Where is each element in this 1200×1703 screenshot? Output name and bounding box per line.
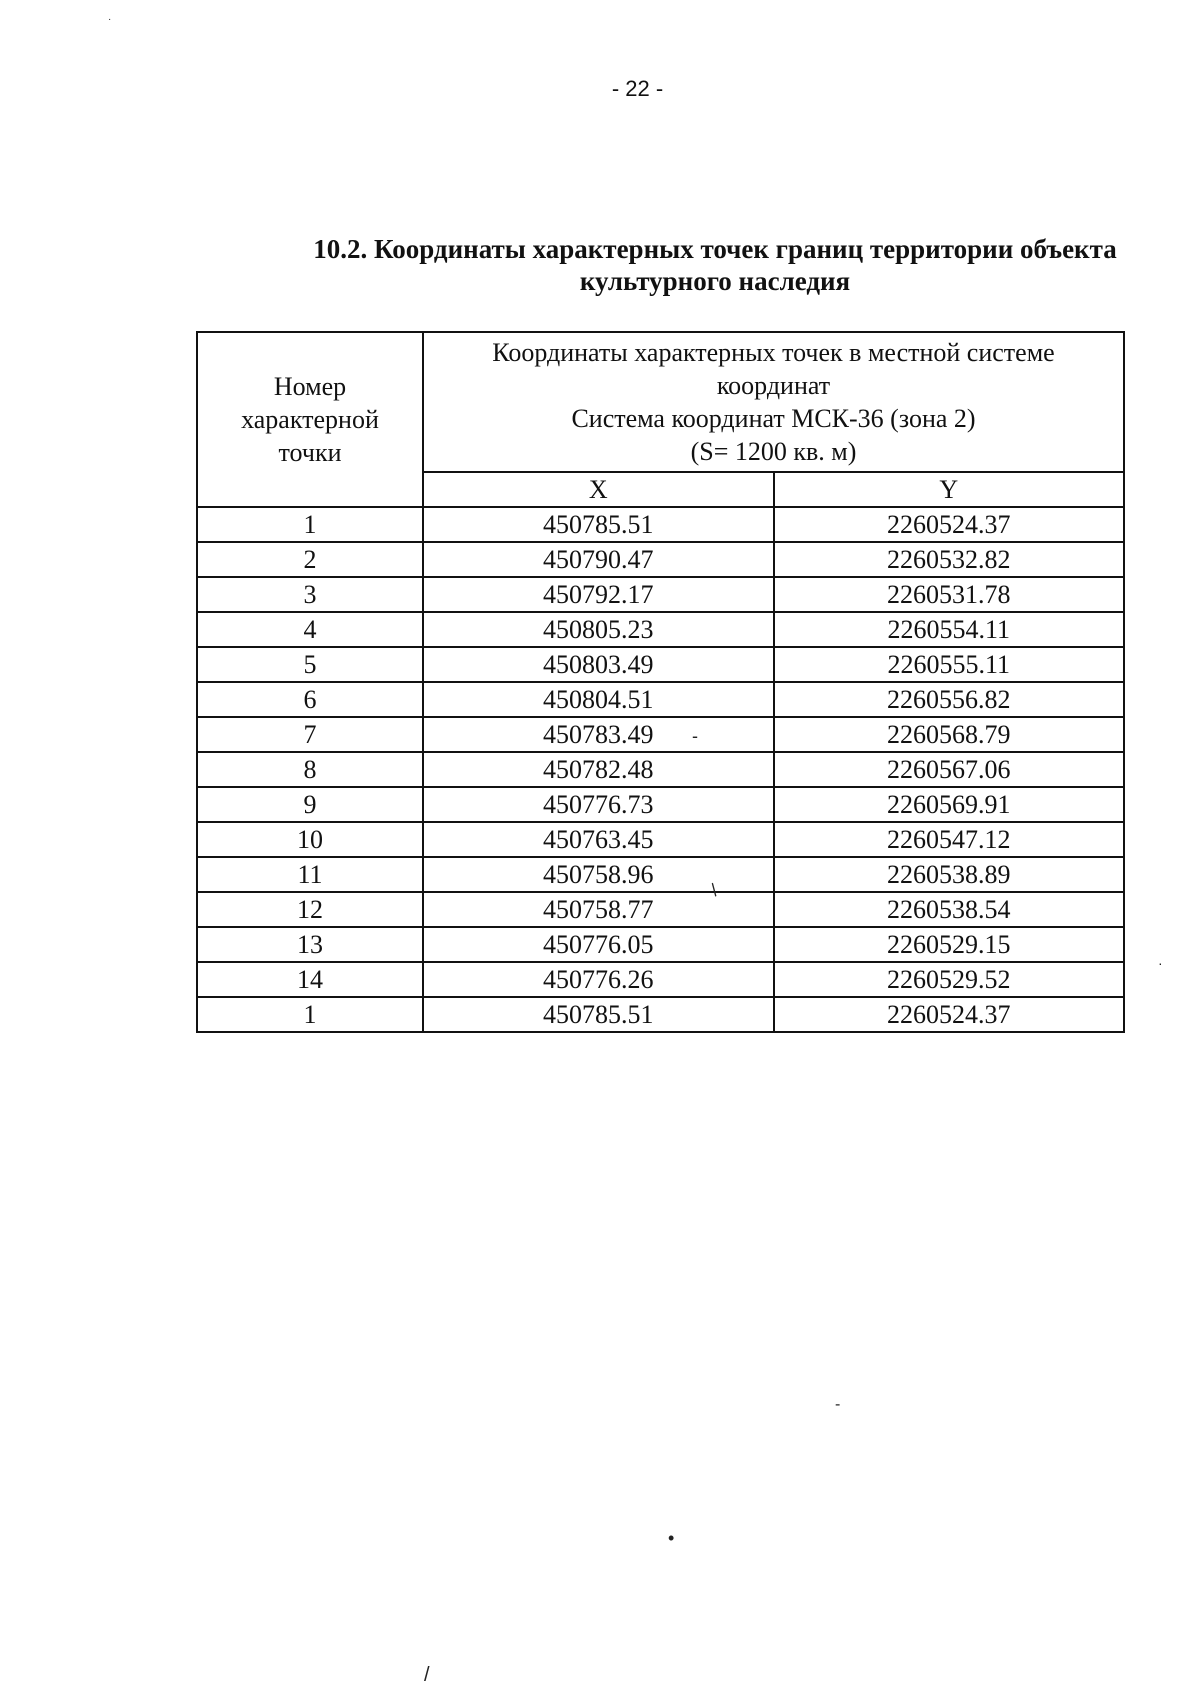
coordinates-table bbox=[196, 331, 1125, 1033]
cell-point: 9 bbox=[197, 787, 423, 822]
header-group-line-3: Система координат МСК-36 (зона 2) bbox=[571, 404, 976, 433]
cell-point: 7 bbox=[197, 717, 423, 752]
table-row bbox=[197, 647, 1124, 682]
scan-speck: · bbox=[108, 14, 112, 25]
table-row bbox=[197, 997, 1124, 1032]
cell-point: 6 bbox=[197, 682, 423, 717]
table-row bbox=[197, 717, 1124, 752]
table-header-row bbox=[197, 332, 1124, 472]
cell-y: 2260531.78 bbox=[774, 577, 1125, 612]
cell-x: 450804.51 bbox=[423, 682, 774, 717]
table-row bbox=[197, 927, 1124, 962]
cell-point: 3 bbox=[197, 577, 423, 612]
scan-speck: - bbox=[835, 1396, 841, 1413]
table-row bbox=[197, 612, 1124, 647]
cell-point: 5 bbox=[197, 647, 423, 682]
cell-x: 450803.49 bbox=[423, 647, 774, 682]
cell-x: 450776.05 bbox=[423, 927, 774, 962]
table-row bbox=[197, 752, 1124, 787]
header-y: Y bbox=[774, 472, 1125, 507]
table-row bbox=[197, 507, 1124, 542]
table-row bbox=[197, 682, 1124, 717]
cell-point: 1 bbox=[197, 507, 423, 542]
cell-point: 4 bbox=[197, 612, 423, 647]
cell-point: 14 bbox=[197, 962, 423, 997]
cell-point: 10 bbox=[197, 822, 423, 857]
cell-point: 1 bbox=[197, 997, 423, 1032]
table-row bbox=[197, 787, 1124, 822]
cell-x: 450776.73 bbox=[423, 787, 774, 822]
table-row bbox=[197, 822, 1124, 857]
cell-x: 450792.17 bbox=[423, 577, 774, 612]
page-number: - 22 - bbox=[611, 76, 664, 101]
cell-x: 450763.45 bbox=[423, 822, 774, 857]
cell-x: 450790.47 bbox=[423, 542, 774, 577]
header-coordinates-group bbox=[423, 332, 1124, 472]
cell-x: 450776.26 bbox=[423, 962, 774, 997]
table-row bbox=[197, 962, 1124, 997]
cell-x: 450758.77 bbox=[423, 892, 774, 927]
cell-y: 2260524.37 bbox=[774, 507, 1125, 542]
cell-x: 450783.49 bbox=[423, 717, 774, 752]
cell-y: 2260567.06 bbox=[774, 752, 1125, 787]
cell-y: 2260554.11 bbox=[774, 612, 1125, 647]
section-title-line-1: 10.2. Координаты характерных точек границ территории объекта bbox=[313, 234, 1117, 264]
cell-point: 11 bbox=[197, 857, 423, 892]
header-group-line-4: (S= 1200 кв. м) bbox=[690, 437, 857, 466]
cell-y: 2260538.89 bbox=[774, 857, 1125, 892]
cell-y: 2260568.79 bbox=[774, 717, 1125, 752]
scan-speck: / bbox=[707, 880, 722, 900]
scan-speck: - bbox=[692, 726, 698, 746]
cell-x: 450785.51 bbox=[423, 507, 774, 542]
scan-speck: / bbox=[424, 1664, 430, 1686]
header-group-line-1: Координаты характерных точек в местной системе bbox=[492, 338, 1055, 367]
header-x: X bbox=[423, 472, 774, 507]
cell-x: 450758.96 bbox=[423, 857, 774, 892]
cell-y: 2260547.12 bbox=[774, 822, 1125, 857]
scan-speck: · bbox=[1158, 955, 1163, 971]
cell-y: 2260556.82 bbox=[774, 682, 1125, 717]
cell-point: 12 bbox=[197, 892, 423, 927]
cell-x: 450785.51 bbox=[423, 997, 774, 1032]
cell-x: 450805.23 bbox=[423, 612, 774, 647]
table-row bbox=[197, 542, 1124, 577]
cell-point: 13 bbox=[197, 927, 423, 962]
cell-y: 2260538.54 bbox=[774, 892, 1125, 927]
section-title-line-2: культурного наследия bbox=[579, 266, 851, 296]
table-body bbox=[197, 507, 1124, 1032]
header-group-line-2: координат bbox=[716, 371, 831, 400]
header-point-number bbox=[197, 332, 423, 507]
cell-y: 2260524.37 bbox=[774, 997, 1125, 1032]
cell-y: 2260532.82 bbox=[774, 542, 1125, 577]
cell-point: 8 bbox=[197, 752, 423, 787]
scan-speck: • bbox=[668, 1528, 675, 1548]
cell-y: 2260555.11 bbox=[774, 647, 1125, 682]
table-row bbox=[197, 892, 1124, 927]
cell-y: 2260529.52 bbox=[774, 962, 1125, 997]
cell-x: 450782.48 bbox=[423, 752, 774, 787]
cell-y: 2260569.91 bbox=[774, 787, 1125, 822]
header-point-number-text: Номер характерной точки bbox=[241, 372, 379, 467]
table-row bbox=[197, 857, 1124, 892]
cell-point: 2 bbox=[197, 542, 423, 577]
section-title bbox=[285, 233, 1145, 297]
cell-y: 2260529.15 bbox=[774, 927, 1125, 962]
table-row bbox=[197, 577, 1124, 612]
